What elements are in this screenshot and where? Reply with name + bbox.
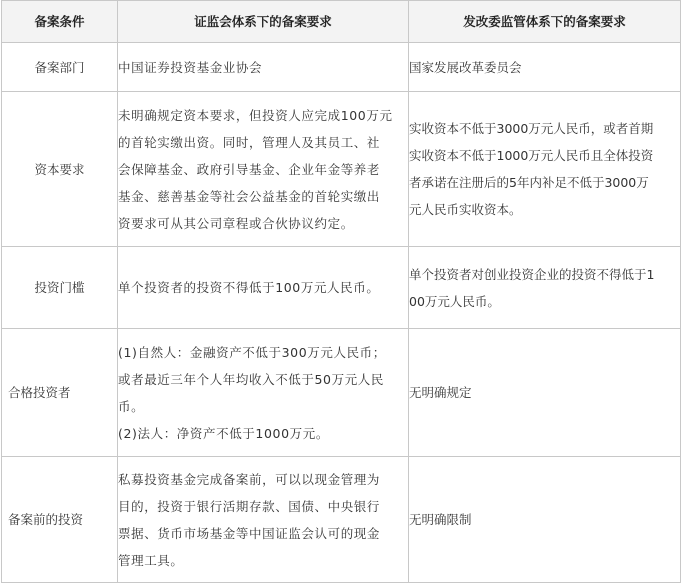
condition-cell: 合格投资者 xyxy=(2,329,118,457)
cell-line: 单个投资者对创业投资企业的投资不得低于1 xyxy=(409,266,655,282)
cell-line: 实收资本不低于1000万元人民币且全体投资 xyxy=(409,148,654,163)
condition-cell: 投资门槛 xyxy=(2,247,118,329)
table-row xyxy=(2,329,681,457)
csrc-cell xyxy=(118,457,409,583)
condition-cell: 备案前的投资 xyxy=(2,457,118,583)
cell-line: 无明确规定 xyxy=(409,385,472,400)
ndrc-cell xyxy=(409,92,681,247)
ndrc-cell xyxy=(409,329,681,457)
cell-line: 管理工具。 xyxy=(118,552,184,568)
cell-line: 私募投资基金完成备案前，可以以现金管理为 xyxy=(118,471,381,487)
ndrc-cell xyxy=(409,247,681,329)
csrc-cell xyxy=(118,92,409,247)
ndrc-cell xyxy=(409,43,681,92)
cell-line: 中国证券投资基金业协会 xyxy=(118,59,263,75)
condition-cell: 资本要求 xyxy=(2,92,118,247)
csrc-cell xyxy=(118,329,409,457)
cell-line: 或者最近三年个人年均收入不低于50万元人民 xyxy=(118,371,385,387)
table-row xyxy=(2,92,681,247)
cell-line: 未明确规定资本要求，但投资人应完成100万元 xyxy=(118,107,393,123)
condition-cell: 备案部门 xyxy=(2,43,118,92)
cell-line: (2)法人：净资产不低于1000万元。 xyxy=(118,425,329,441)
cell-line: 基金、慈善基金等社会公益基金的首轮实缴出 xyxy=(118,188,381,204)
cell-line: 目的，投资于银行活期存款、国债、中央银行 xyxy=(118,498,381,514)
cell-line: 单个投资者的投资不得低于100万元人民币。 xyxy=(118,280,380,295)
cell-line: 国家发展改革委员会 xyxy=(409,59,522,75)
table-row xyxy=(2,457,681,583)
cell-line: 的首轮实缴出资。同时，管理人及其员工、社 xyxy=(118,134,381,150)
cell-line: 元人民币实收资本。 xyxy=(409,202,522,217)
header-row xyxy=(2,1,681,43)
cell-line: 者承诺在注册后的5年内补足不低于3000万 xyxy=(409,175,649,190)
csrc-cell xyxy=(118,247,409,329)
cell-line: 实收资本不低于3000万元人民币，或者首期 xyxy=(409,121,654,136)
cell-line: 资要求可从其公司章程或合伙协议约定。 xyxy=(118,215,354,231)
cell-line: 无明确限制 xyxy=(409,512,472,527)
ndrc-cell xyxy=(409,457,681,583)
header-condition: 备案条件 xyxy=(2,1,118,43)
table-row xyxy=(2,247,681,329)
cell-line: 币。 xyxy=(118,398,145,414)
filing-requirements-table xyxy=(1,0,681,583)
csrc-cell xyxy=(118,43,409,92)
cell-line: 00万元人民币。 xyxy=(409,293,500,309)
table-row xyxy=(2,43,681,92)
cell-line: (1)自然人：金融资产不低于300万元人民币； xyxy=(118,344,386,360)
header-csrc-requirements: 证监会体系下的备案要求 xyxy=(118,1,409,43)
cell-line: 票据、货币市场基金等中国证监会认可的现金 xyxy=(118,525,381,541)
header-ndrc-requirements: 发改委监管体系下的备案要求 xyxy=(409,1,681,43)
cell-line: 会保障基金、政府引导基金、企业年金等养老 xyxy=(118,161,381,177)
